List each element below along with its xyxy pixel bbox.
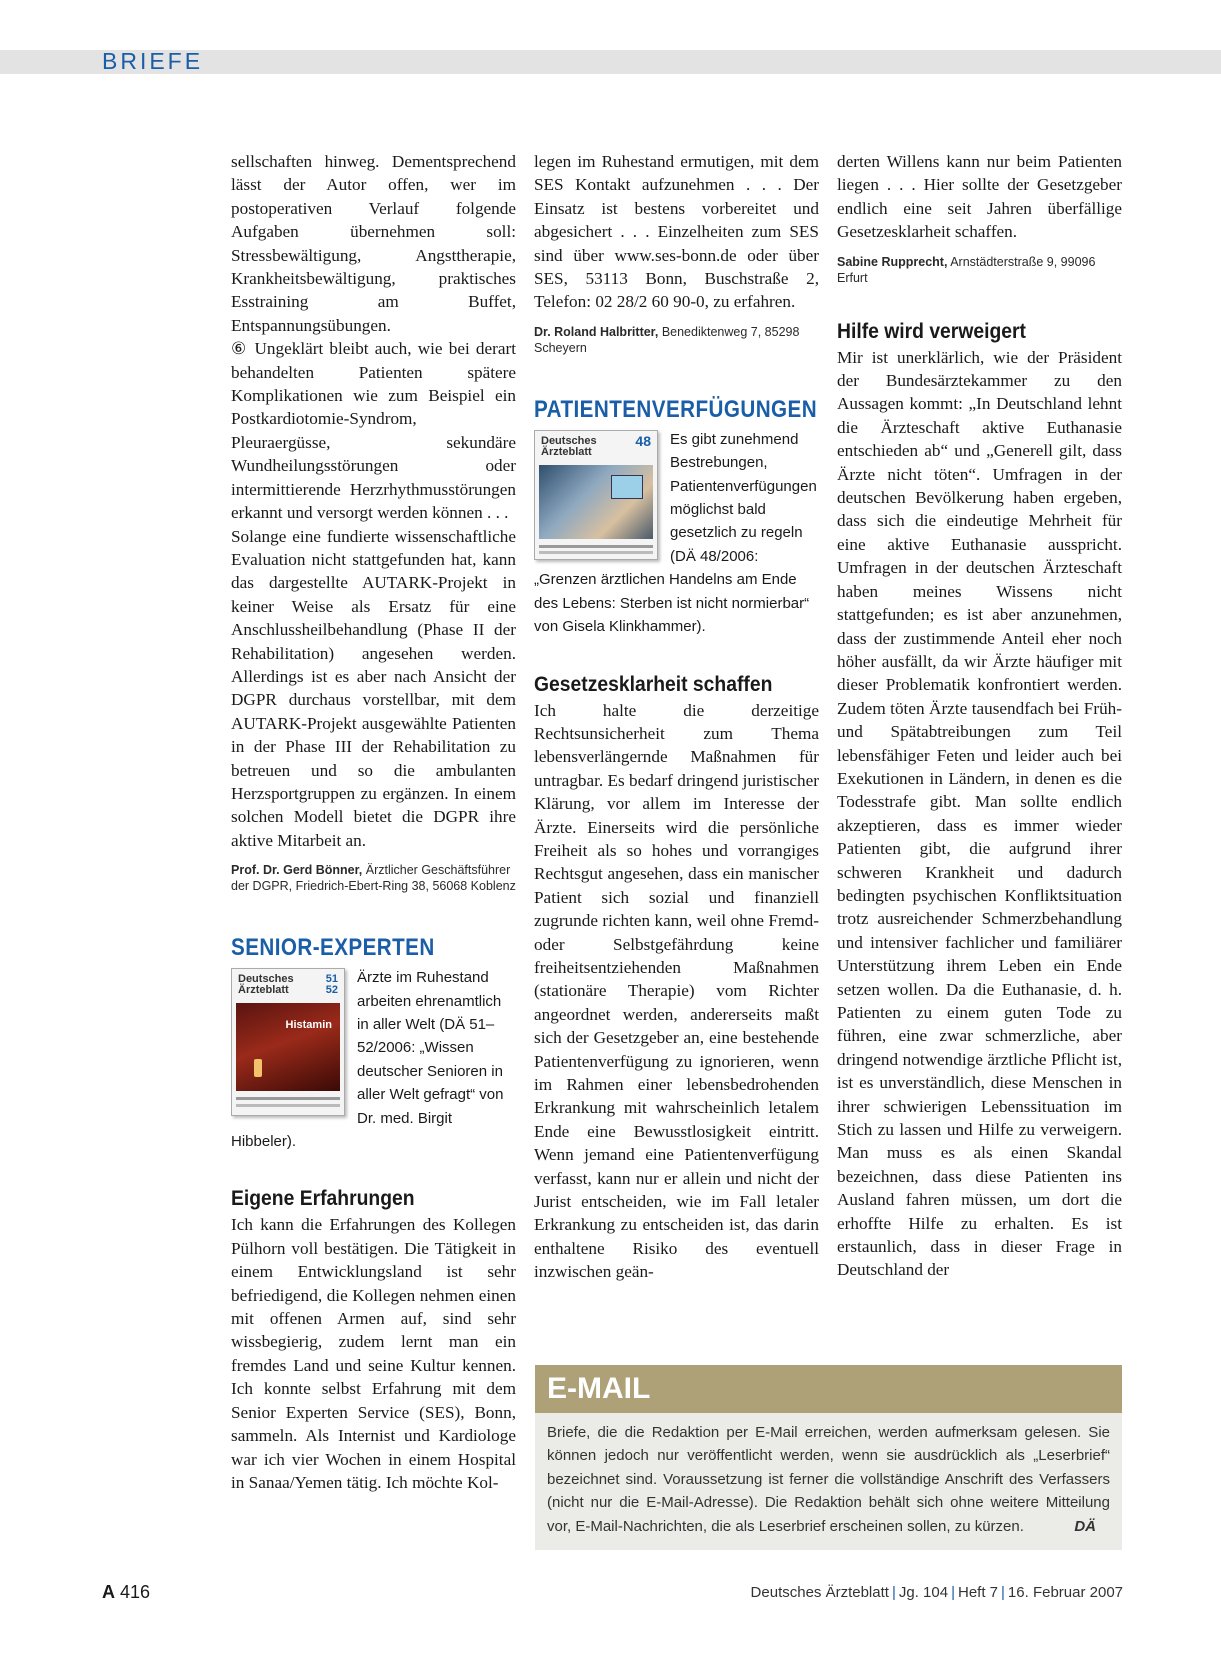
letter-signature [534,324,819,356]
signature-address: Benediktenweg 7, 85298 Scheyern [534,324,800,355]
cover-title: Deutsches Ärzteblatt [541,434,597,458]
signature-name: Prof. Dr. Gerd Bönner, [231,863,363,878]
letter-paragraph: Solange eine fundierte wissenschaftliche Evaluation nicht stattgefunden hat, kann das dargestellte AUTARK-Projekt in keiner Weise als Ersatz für eine Anschlussheilbehandlung (Phase II der Rehabilitation) angesehen werden. Allerdings ist es aber nach Ansicht der DGPR durchaus vorstellbar, mit dem AUTARK-Projekt ausgewählte Patienten in der Phase III der Rehabilitation zu betreuen und so die ambulanten Herzsportgruppen zu ergänzen. In einem solchen Modell bietet die DGPR ihre aktive Mitarbeit an. [231,526,516,850]
footer-issue: Heft 7 [957,1584,999,1601]
email-info-box [535,1365,1122,1550]
letter-paragraph: legen im Ruhestand ermutigen, mit dem SES Kontakt aufzunehmen . . . Der Einsatz ist bestens vorbereitet und abgesichert . . . Einzelheiten zum SES sind über www.ses-bonn.de oder über SES, 53113 Bonn, Buschstraße 2, Telefon: 02 28/2 60 90-0, zu erfahren. [534,152,819,312]
letter-heading: Eigene Erfahrungen [231,1187,415,1211]
letter-paragraph: derten Willens kann nur beim Patienten liegen . . . Hier sollte der Gesetzgeber endlich eine seit Jahren überfällige Gesetzesklarheit schaffen. [837,152,1122,242]
page-number-value: 416 [120,1582,151,1602]
magazine-cover-thumbnail [231,968,345,1116]
footer-volume: Jg. 104 [898,1584,949,1601]
section-kicker: PATIENTENVERFÜGUNGEN [534,395,818,423]
email-box-signature: DÄ [1074,1517,1096,1535]
page-number [102,1582,150,1603]
letter-paragraph: Mir ist unerklärlich, wie der Präsident der Bundesärztekammer zu den Aussagen kommt: „In Deutschland lehnt die Ärzteschaft aktive Euthanasie entschieden ab“ und „Generell gilt, dass Ärzte nicht töten“. Umfragen in der deutschen Bevölkerung haben ergeben, dass sich die eindeutige Mehrheit für eine aktive Euthanasie ausspricht. Umfragen in der deutschen Ärzteschaft haben meines Wissens nicht stattgefunden; es ist aber anzunehmen, dass der zustimmende Anteil eher noch höher ausfällt, da wir Ärzte häufiger mit dieser Problematik konfrontiert werden. Zudem töten Ärzte tausendfach bei Früh- und Spätabtreibungen zum Teil lebensfähiger Feten und leider auch bei Exekutionen in Ländern, in denen es die Todesstrafe gibt. Man sollte endlich akzeptieren, dass es immer wieder Patienten gibt, die aufgrund ihrer schweren Krankheit und dadurch bedingten psychischen Konfliktsituation trotz ausreichender Schmerzbehandlung und intensiver fachlicher und familiärer Unterstützung ihrem Leben ein Ende setzen wollen. Da die Euthanasie, d. h. Patienten zu einem guten Tode zu führen, eine zwar schmerzliche, aber dringend notwendige ärztliche Pflicht ist, ist es unverständlich, diese Menschen in ihrer schwierigen Lebenssituation im Stich zu lassen und Hilfe zu verweigern. Man muss es als einen Skandal bezeichnen, dass diese Patienten ins Ausland fahren müssen, um dort die erhoffte Hilfe zu erhalten. Es ist erstaunlich, dass in dieser Frage in Deutschland der [837,347,1122,1280]
footer-citation [751,1584,1123,1601]
footer-separator: | [1001,1584,1005,1601]
cover-text-strip [539,551,653,554]
letter-paragraph: ⑥ Ungeklärt bleibt auch, wie bei derart behandelten Patienten spätere Komplikationen wie zum Beispiel ein Postkardiotomie-Syndrom, Pleuraergüsse, sekundäre Wundheilungsstörungen oder intermittierende Herzrhythmusstörungen erkannt und versorgt werden können . . . [231,339,516,523]
cover-image-label: Histamin [285,1019,332,1032]
footer-separator: | [951,1584,955,1601]
letter-paragraph: sellschaften hinweg. Dementsprechend lässt der Autor offen, wer im postoperativen Verlauf folgende Aufgaben übernehmen soll: Stressbewältigung, Angsttherapie, Krankheitsbewältigung, praktisches Esstraining am Buffet, Entspannungsübungen. [231,152,516,335]
footer-date: 16. Februar 2007 [1007,1584,1123,1601]
cover-text-strip [539,545,653,548]
page-prefix: A [102,1582,115,1602]
letter-paragraph: Ich kann die Erfahrungen des Kollegen Pülhorn voll bestätigen. Die Tätigkeit in einem Entwicklungsland ist sehr befriedigend, die Kollegen nehmen einen mit offenen Armen auf, sind sehr wissbegierig, zudem lernt man ein fremdes Land und seine Kultur kennen. Ich konnte selbst Erfahrung mit dem Senior Experten Service (SES), Bonn, sammeln. Als Internist und Kardiologe war ich vier Wochen in einem Hospital in Sanaa/Yemen tätig. Ich möchte Kol- [231,1215,516,1492]
monitor-shape [611,475,643,499]
cover-text-strip [236,1097,340,1100]
letter-paragraph: Ich halte die derzeitige Rechtsunsicherheit zum Thema lebensverlängernde Maßnahmen für untragbar. Es bedarf dringend juristischer Klärung, vor allem im Interesse der Ärzte. Einerseits wird die persönliche Freiheit als so hohes und vorrangiges Rechtsgut angesehen, dass ein manischer Patient sich sozial und finanziell zugrunde richten kann, weil ohne Fremd- oder Selbstgefährdung keine freiheitsentziehenden Maßnahmen (stationäre Therapie) vom Richter angeordnet werden, andererseits maßt sich der Gesetzgeber an, eine bestehende Patientenverfügung zu ignorieren, wenn im Rahmen einer lebensbedrohenden Erkrankung mit wahrscheinlich letalem Ende eine Bewusstlosigkeit eintritt. Wenn jemand eine Patientenverfügung verfasst, kann nur er allein und nicht der Jurist entscheiden, wie im Fall letaler Erkrankung zu entscheiden ist, das darin enthaltene Risiko des eventuell inzwischen geän- [534,700,819,1282]
signature-address: Arnstädterstraße 9, 99096 Erfurt [837,254,1096,285]
teaser-text: Es gibt zunehmend Bestrebungen, Patientenverfügungen möglichst bald gesetzlich zu regeln (DÄ 48/2006: „Grenzen ärztlichen Handelns am Ende des Lebens: Sterben ist nicht normierbar“ von Gisela Klinkhammer). [534,430,817,636]
letter-heading: Hilfe wird verweigert [837,319,1026,343]
letter-signature [231,862,516,894]
signature-name: Dr. Roland Halbritter, [534,324,659,339]
cover-issue-number: 51 52 [325,973,338,997]
letter-heading: Gesetzesklarheit schaffen [534,672,773,696]
cover-issue-number: 48 [635,432,651,449]
cover-image [236,1003,340,1091]
email-box-text [535,1413,1122,1538]
teaser-block [534,428,819,639]
cover-image [539,465,653,539]
footer-journal: Deutsches Ärzteblatt [750,1584,889,1601]
footer-separator: | [891,1584,896,1601]
column-3 [837,150,1122,1282]
email-box-title: E-MAIL [535,1365,1122,1413]
cover-text-strip [236,1104,340,1107]
cover-title: Deutsches Ärzteblatt [238,973,294,997]
letter-signature [837,254,1122,286]
signature-name: Sabine Rupprecht, [837,254,948,269]
column-1 [231,150,516,1494]
section-label: BRIEFE [102,48,204,74]
teaser-text: Ärzte im Ruhestand arbeiten ehrenamtlich in aller Welt (DÄ 51–52/2006: „Wissen deutscher Senioren in aller Welt gefragt“ von Dr. med. Birgit Hibbeler). [231,969,504,1151]
candle-shape [254,1059,262,1077]
column-2 [534,150,819,1284]
email-box-body: Briefe, die die Redaktion per E-Mail erreichen, werden aufmerksam gelesen. Sie können jedoch nur veröffentlicht werden, wenn sie ausdrücklich als „Leserbrief“ bezeichnet sind. Voraussetzung ist ferner die vollständige Anschrift des Verfassers (nicht nur die E-Mail-Adresse). Die Redaktion behält sich ohne weitere Mitteilung vor, E-Mail-Nachrichten, die als Leserbrief erscheinen sollen, zu kürzen. [547,1424,1110,1535]
teaser-block [231,966,516,1153]
magazine-cover-thumbnail [534,430,658,560]
section-kicker: SENIOR-EXPERTEN [231,934,435,962]
signature-address: Ärztlicher Geschäftsführer der DGPR, Friedrich-Ebert-Ring 38, 56068 Koblenz [231,863,516,894]
